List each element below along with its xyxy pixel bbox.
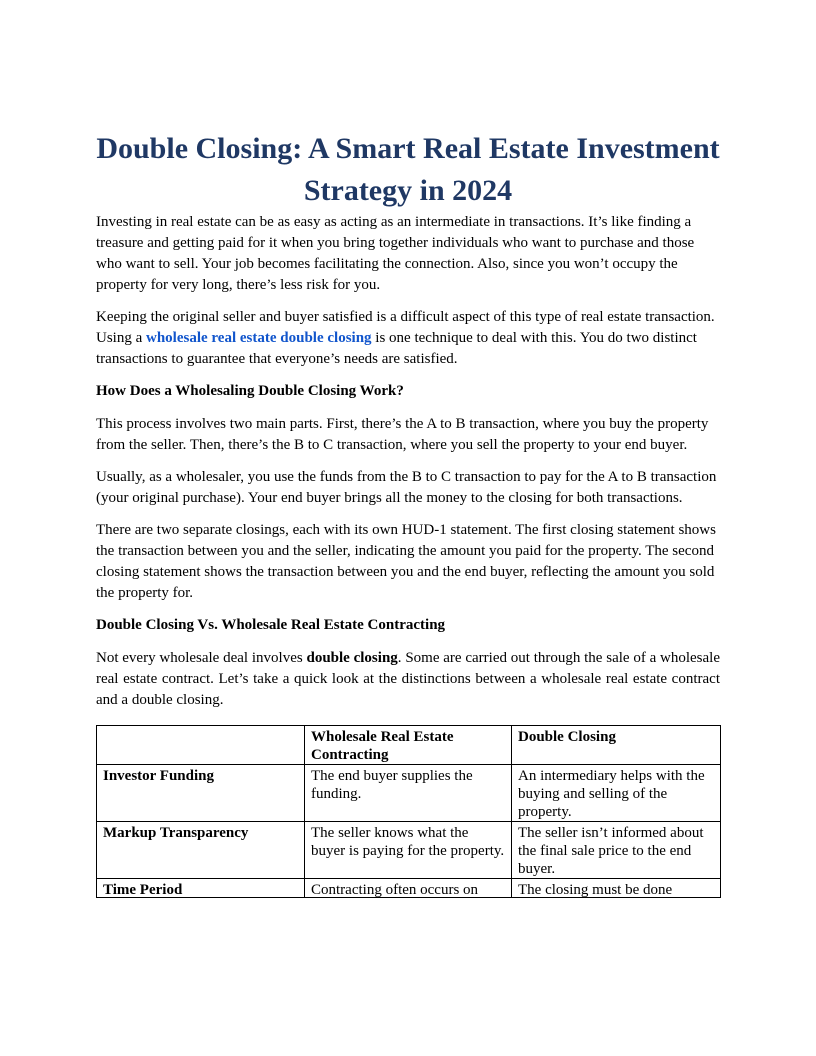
table-header-cell xyxy=(97,726,305,765)
cell-text: The closing must be done xyxy=(518,882,673,897)
table-cell xyxy=(512,879,721,898)
table-row-label: Markup Transparency xyxy=(97,822,305,879)
wholesale-double-closing-link[interactable]: wholesale real estate double closing xyxy=(146,330,372,346)
comparison-intro-paragraph xyxy=(96,648,720,711)
seller-buyer-paragraph xyxy=(96,307,720,370)
section-heading-how-it-works: How Does a Wholesaling Double Closing Work? xyxy=(96,383,404,399)
process-paragraph: This process involves two main parts. First, there’s the A to B transaction, where you buy the property from the seller. Then, there’s the B to C transaction, where you sell the property to your end buyer. xyxy=(96,416,709,453)
table-row xyxy=(97,765,721,822)
table-row-label: Investor Funding xyxy=(97,765,305,822)
title-line-2: Strategy in 2024 xyxy=(303,174,513,207)
closings-paragraph: There are two separate closings, each with its own HUD-1 statement. The first closing statement shows the transaction between you and the seller, indicating the amount you paid for the property. The second closing statement shows the transaction between you and the end buyer, reflecting the amount you sold the property for. xyxy=(96,522,716,601)
table-header-cell: Double Closing xyxy=(512,726,721,765)
table-row-label xyxy=(97,879,305,898)
funds-paragraph: Usually, as a wholesaler, you use the funds from the B to C transaction to pay for the A to B transaction (your original purchase). Your end buyer brings all the money to the closing for both transactions. xyxy=(96,469,717,506)
paragraph-text: Not every wholesale deal involves xyxy=(96,650,307,666)
table-cell xyxy=(305,879,512,898)
paragraph-text: . Some are carried out through the sale of a wholesale real estate contract. Let’s take a quick look at the distinctions between a wholesale real estate contract and a double closing. xyxy=(96,650,721,708)
bold-term: double closing xyxy=(306,650,398,666)
cell-text: Contracting often occurs on xyxy=(311,882,479,897)
comparison-table xyxy=(96,725,721,898)
section-heading-comparison: Double Closing Vs. Wholesale Real Estate Contracting xyxy=(96,617,446,633)
table-header-cell: Wholesale Real Estate Contracting xyxy=(305,726,512,765)
paragraph-text: is one technique to deal with this. You do two distinct transactions to guarantee that everyone’s needs are satisfied. xyxy=(96,330,697,367)
table-row xyxy=(97,879,721,898)
table-cell: An intermediary helps with the buying and selling of the property. xyxy=(512,765,721,822)
intro-paragraph: Investing in real estate can be as easy as acting as an intermediate in transactions. It’s like finding a treasure and getting paid for it when you bring together individuals who want to purchase and those who want to sell. Your job becomes facilitating the connection. Also, since you won’t occupy the property for very long, there’s less risk for you. xyxy=(96,214,695,293)
table-header-row xyxy=(97,726,721,765)
table-cell: The end buyer supplies the funding. xyxy=(305,765,512,822)
table-cell: The seller isn’t informed about the final sale price to the end buyer. xyxy=(512,822,721,879)
page-title xyxy=(96,128,720,212)
title-line-1: Double Closing: A Smart Real Estate Investment xyxy=(96,132,720,165)
document-page xyxy=(96,128,720,898)
table-cell: The seller knows what the buyer is paying for the property. xyxy=(305,822,512,879)
paragraph-text: Keeping the original seller and buyer satisfied is a difficult aspect of this type of real estate transaction. Using a xyxy=(96,309,715,346)
table-row xyxy=(97,822,721,879)
cell-text: Time Period xyxy=(103,882,183,897)
